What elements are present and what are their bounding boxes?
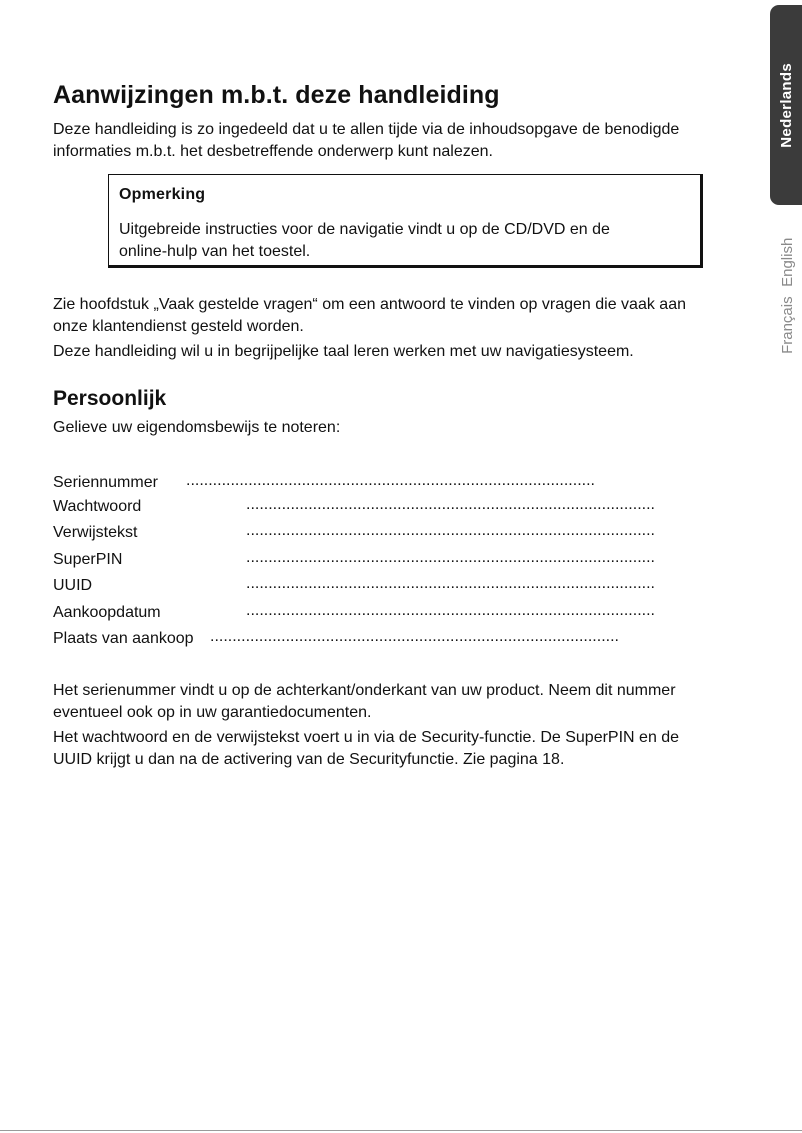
- paragraph-line: Gelieve uw eigendomsbewijs te noteren:: [53, 419, 341, 436]
- field-label: Wachtwoord: [53, 498, 142, 515]
- language-tab-label: Nederlands: [777, 62, 795, 148]
- field-row-password: [53, 496, 693, 518]
- field-label: Aankoopdatum: [53, 604, 161, 621]
- field-row-serial: [53, 472, 693, 494]
- note-line: Uitgebreide instructies voor de navigatie vindt u op de CD/DVD en de: [119, 221, 610, 238]
- section-heading-personal: Persoonlijk: [53, 387, 167, 410]
- note-line: online-hulp van het toestel.: [119, 243, 311, 260]
- field-dots: ............................................................................................: [246, 522, 655, 539]
- personal-intro: [53, 417, 753, 439]
- field-dots: ............................................................................................: [246, 602, 655, 619]
- field-row-purchase-date: [53, 602, 693, 624]
- section-heading-instructions: Aanwijzingen m.b.t. deze handleiding: [53, 81, 500, 109]
- field-label: Plaats van aankoop: [53, 630, 194, 647]
- field-row-reference-text: [53, 522, 693, 544]
- field-dots: ............................................................................................: [186, 472, 595, 489]
- language-tab-english: English: [778, 238, 796, 288]
- language-tab-active: [770, 5, 802, 205]
- field-label: Seriennummer: [53, 474, 158, 491]
- field-dots: ............................................................................................: [246, 496, 655, 513]
- field-label: SuperPIN: [53, 551, 123, 568]
- paragraph-line: informaties m.b.t. het desbetreffende onderwerp kunt nalezen.: [53, 143, 493, 160]
- field-label: Verwijstekst: [53, 524, 138, 541]
- language-tabs-inactive: [774, 218, 800, 374]
- intro-paragraph: [53, 119, 753, 163]
- paragraph-line: Deze handleiding wil u in begrijpelijke taal leren werken met uw navigatiesysteem.: [53, 343, 634, 360]
- field-row-uuid: [53, 575, 693, 597]
- paragraph-line: Het wachtwoord en de verwijstekst voert u in via de Security-functie. De SuperPIN en de: [53, 729, 680, 746]
- faq-paragraph: [53, 294, 753, 338]
- paragraph-line: Zie hoofdstuk „Vaak gestelde vragen“ om een antwoord te vinden op vragen die vaak aan: [53, 296, 686, 313]
- password-paragraph: [53, 727, 753, 771]
- field-dots: ............................................................................................: [246, 575, 655, 592]
- field-dots: ............................................................................................: [246, 549, 655, 566]
- page-bottom-rule: [0, 1130, 802, 1131]
- note-title: Opmerking: [119, 186, 206, 203]
- paragraph-line: Deze handleiding is zo ingedeeld dat u te allen tijde via de inhoudsopgave de benodigde: [53, 121, 680, 138]
- note-body: [119, 219, 610, 263]
- field-row-superpin: [53, 549, 693, 571]
- note-box: [108, 174, 703, 268]
- field-dots: ............................................................................................: [210, 628, 619, 645]
- language-paragraph: [53, 341, 753, 363]
- paragraph-line: UUID krijgt u dan na de activering van de Securityfunctie. Zie pagina 18.: [53, 751, 565, 768]
- field-row-purchase-place: [53, 628, 693, 650]
- paragraph-line: Het serienummer vindt u op de achterkant/onderkant van uw product. Neem dit nummer: [53, 682, 676, 699]
- serial-paragraph: [53, 680, 753, 724]
- paragraph-line: onze klantendienst gesteld worden.: [53, 318, 304, 335]
- language-tab-francais: Français: [778, 296, 796, 354]
- field-label: UUID: [53, 577, 93, 594]
- paragraph-line: eventueel ook op in uw garantiedocumenten.: [53, 704, 372, 721]
